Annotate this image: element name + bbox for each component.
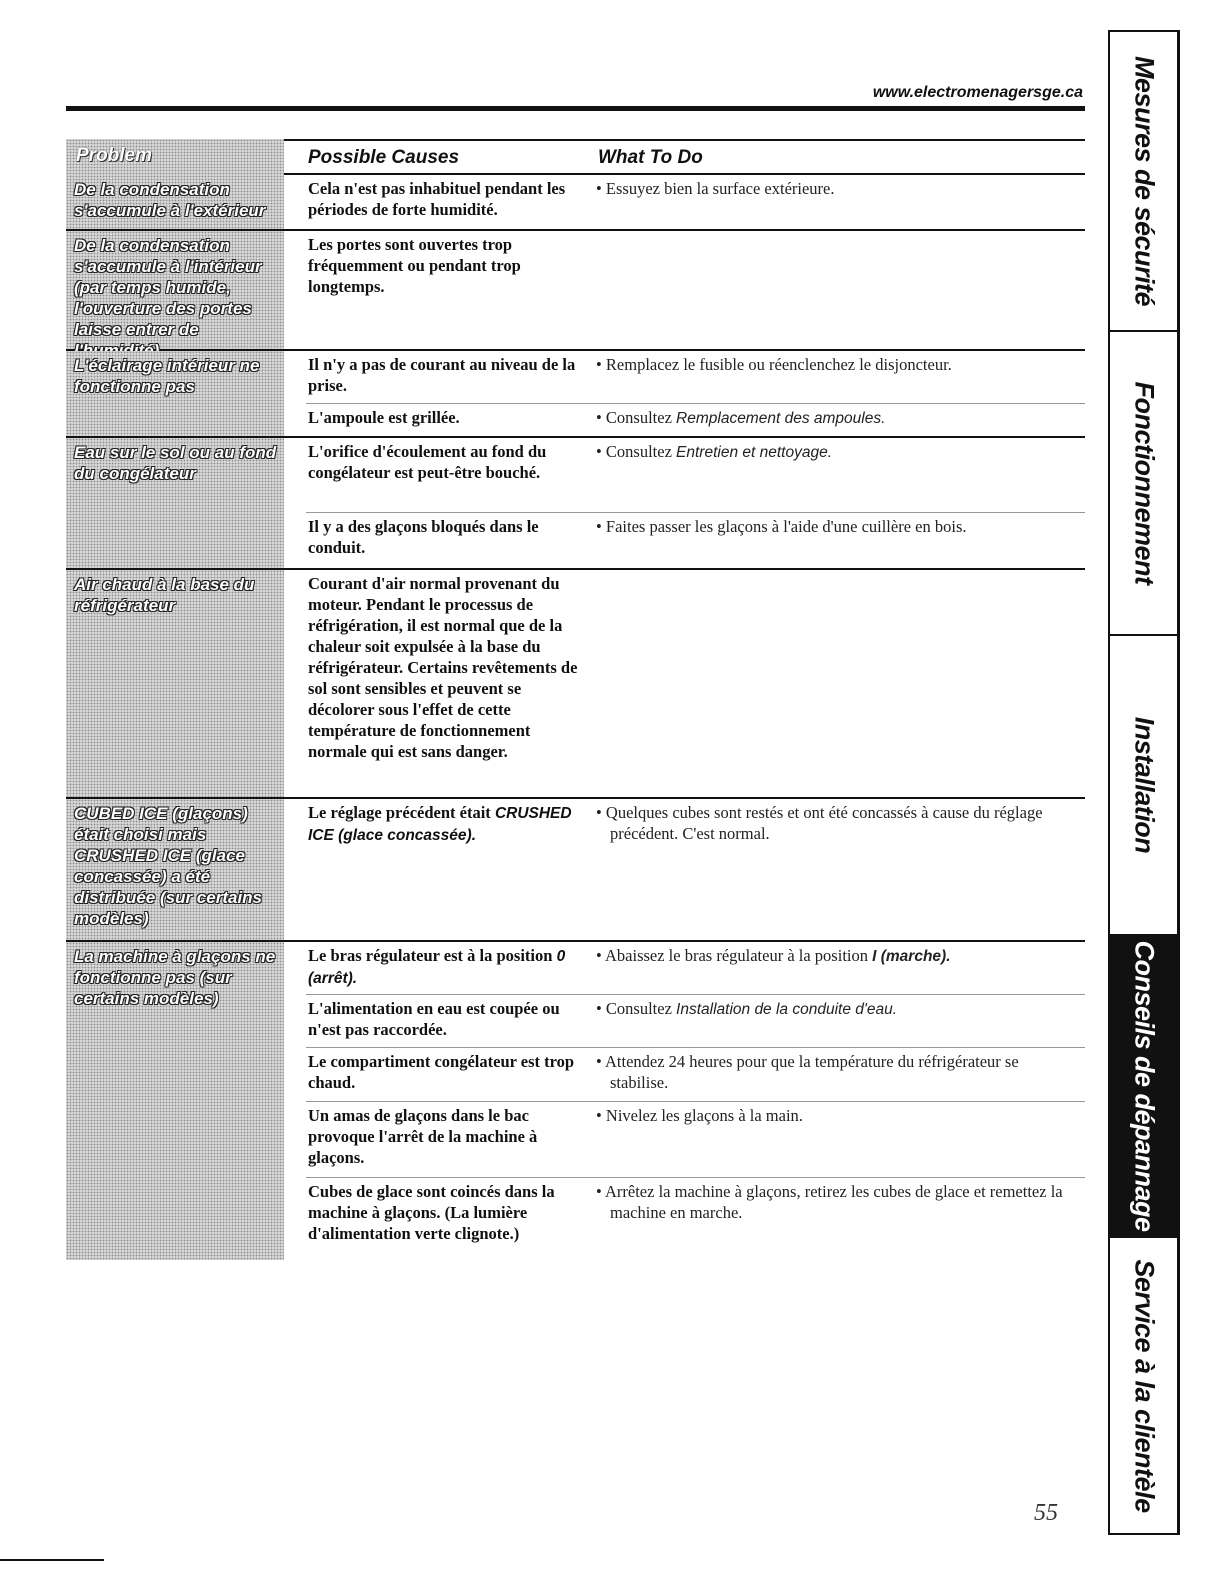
tab-label: Fonctionnement — [1129, 381, 1159, 585]
table-row — [306, 1177, 1085, 1261]
todo-text: • Faites passer les glaçons à l'aide d'une cuillère en bois. — [596, 517, 967, 536]
cause-text — [308, 802, 590, 846]
table-row — [306, 512, 1085, 571]
todo-column-header: What To Do — [598, 147, 703, 168]
problem-cell — [66, 799, 284, 940]
website-url: www.electromenagersge.ca — [872, 84, 1083, 101]
table-row — [306, 351, 1085, 403]
setting-reference: 0 (arrêt). — [308, 948, 566, 987]
table-row — [306, 942, 1085, 994]
problem-text: L'éclairage intérieur ne fonctionne pas — [74, 356, 260, 396]
tab-label: Service à la clientèle — [1129, 1258, 1159, 1513]
problem-cell — [66, 175, 284, 229]
problem-cell — [66, 438, 284, 568]
cause-text: Le compartiment congélateur est trop chaud. — [308, 1052, 575, 1092]
cause-text: Un amas de glaçons dans le bac provoque l'arrêt de la machine à glaçons. — [308, 1106, 538, 1167]
table-group — [66, 799, 1085, 942]
todo-text: • Remplacez le fusible ou réenclenchez le disjoncteur. — [596, 355, 952, 374]
tab-conseils-de-depannage[interactable] — [1110, 936, 1177, 1238]
table-group — [66, 351, 1085, 438]
problem-column-header — [66, 139, 284, 175]
footer-rule — [0, 1559, 104, 1561]
table-row — [306, 570, 1085, 799]
table-row — [306, 1047, 1085, 1102]
todo-text: • Essuyez bien la surface extérieure. — [596, 179, 835, 198]
cause-text: Il y a des glaçons bloqués dans le conduit. — [308, 517, 539, 557]
todo-text — [596, 441, 1080, 463]
table-row — [306, 438, 1085, 512]
cause-text: Cubes de glace sont coincés dans la machine à glaçons. (La lumière d'alimentation verte clignote.) — [308, 1182, 555, 1243]
table-group — [66, 570, 1085, 799]
cause-text — [308, 945, 590, 989]
todo-prefix: • Abaissez le bras régulateur à la position — [596, 946, 873, 965]
problem-text: De la condensation s'accumule à l'extérieur — [74, 180, 266, 220]
causes-column-header: Possible Causes — [308, 147, 460, 168]
table-group — [66, 942, 1085, 1260]
problem-text: De la condensation s'accumule à l'intérieur (par temps humide, l'ouverture des portes laisse entrer de — [74, 236, 262, 339]
problem-cell — [66, 351, 284, 436]
table-group — [66, 438, 1085, 570]
table-group — [66, 175, 1085, 231]
tab-mesures-de-securite[interactable] — [1110, 32, 1177, 332]
cause-text: Cela n'est pas inhabituel pendant les périodes de forte humidité. — [308, 179, 566, 219]
problem-cell — [66, 231, 284, 349]
setting-reference: CRUSHED ICE (glace concassée). — [308, 805, 572, 844]
todo-text: • Quelques cubes sont restés et ont été concassés à cause du réglage précédent. C'est normal. — [596, 803, 1043, 843]
cause-text: L'ampoule est grillée. — [308, 408, 460, 427]
todo-text: • Arrêtez la machine à glaçons, retirez les cubes de glace et remettez la machine en marche. — [596, 1182, 1063, 1222]
cause-prefix: Le bras régulateur est à la position — [308, 946, 557, 965]
section-tabs — [1108, 30, 1180, 1535]
tab-label: Installation — [1129, 716, 1159, 854]
todo-prefix: • Consultez — [596, 408, 677, 427]
table-group — [66, 231, 1085, 351]
page-number: 55 — [1034, 1500, 1058, 1526]
problem-text: La machine à glaçons ne fonctionne pas (sur certains modèles) — [74, 947, 276, 1008]
cause-text: L'orifice d'écoulement au fond du congélateur est peut-être bouché. — [308, 442, 547, 482]
table-row — [306, 231, 1085, 351]
problem-text: Air chaud à la base du réfrigérateur — [74, 575, 255, 615]
todo-prefix: • Consultez — [596, 442, 677, 461]
cause-text: L'alimentation en eau est coupée ou n'est pas raccordée. — [308, 999, 560, 1039]
cause-prefix: Le réglage précédent était — [308, 803, 495, 822]
tab-label: Mesures de sécurité — [1129, 55, 1159, 307]
table-header-row — [66, 139, 1085, 175]
todo-prefix: • Consultez — [596, 999, 677, 1018]
table-row — [306, 1101, 1085, 1178]
tab-fonctionnement[interactable] — [1110, 332, 1177, 636]
manual-reference-link: Remplacement des ampoules. — [676, 410, 886, 427]
problem-text: Eau sur le sol ou au fond du congélateur — [74, 443, 277, 483]
table-row — [306, 403, 1085, 439]
todo-text — [596, 945, 1080, 967]
table-row — [306, 799, 1085, 942]
table-row — [306, 175, 1085, 231]
problem-text: CUBED ICE (glaçons) était choisi mais CRUSHED ICE (glace concassée) a été distribuée (sur certains modèles) — [74, 804, 263, 928]
problem-cell — [66, 942, 284, 1260]
todo-text — [596, 407, 1080, 429]
header-rule — [66, 106, 1085, 111]
tab-label: Conseils de dépannage — [1129, 940, 1159, 1232]
todo-text — [596, 998, 1080, 1020]
troubleshooting-table — [66, 139, 1085, 1260]
todo-text: • Nivelez les glaçons à la main. — [596, 1106, 803, 1125]
manual-reference-link: Entretien et nettoyage. — [676, 444, 832, 461]
cause-text: Courant d'air normal provenant du moteur. Pendant le processus de réfrigération, il est normal que de la chaleur soit expulsée à la base du réfrigérateur. Certains revêtements de sol sont sensibles et peuvent se décolorer sous l'effet de cette température de fonctionnement normale qui est sans danger. — [308, 574, 578, 761]
table-row — [306, 994, 1085, 1048]
todo-text: • Attendez 24 heures pour que la température du réfrigérateur se stabilise. — [596, 1052, 1019, 1092]
cause-text: Les portes sont ouvertes trop fréquemment ou pendant trop longtemps. — [308, 235, 521, 296]
manual-reference-link: Installation de la conduite d'eau. — [676, 1001, 898, 1018]
setting-reference: I (marche). — [872, 948, 951, 965]
problem-cell — [66, 570, 284, 797]
tab-service-a-la-clientele[interactable] — [1110, 1238, 1177, 1533]
cause-text: Il n'y a pas de courant au niveau de la prise. — [308, 355, 576, 395]
tab-installation[interactable] — [1110, 636, 1177, 936]
problem-header-label: Problem — [76, 145, 153, 166]
